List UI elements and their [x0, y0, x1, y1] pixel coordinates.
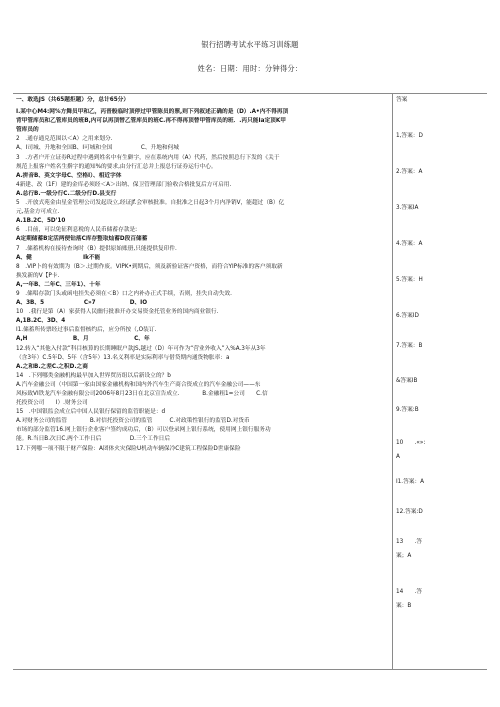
- question-line: 2 .通存通兑范围以＜A）之用来划分.: [16, 136, 113, 143]
- question-line: A.对财务公司的监管 B.对信托投资公司的监管 C.对政策性银行的监管D.对货币: [16, 418, 250, 425]
- question-line: 5 .开放式苑金由星金管理公司发起设立,经证Jf.会审核批准。自批准之日起3个月内净销V，能超过（B）亿: [16, 200, 285, 207]
- question-line: 3 .方者户开立证券R过程中遇到姓名中有生僻字，应在系统内用（A）代药，然后按照总行下发的《关于: [16, 154, 280, 161]
- question-line: （含3年）C.5年D、5年（含5年）13.名义利率是实际利率与借贷期内通货物胀率：a: [16, 354, 230, 361]
- answer-item: 4.答案：A: [396, 241, 423, 247]
- question-line: A,一年B、二年C、三年1）、十年: [16, 281, 101, 288]
- question-line: 8 .VIP卜的有效期为（B＞.过期作废。VIPK•到期后，须及新验证客户资格，而符合YIP标准的客户须取新: [16, 263, 283, 270]
- question-line: A.1B.2C、5D'10: [16, 218, 66, 225]
- question-line: A、健 Ik不能: [16, 254, 101, 261]
- answer-item: &答案IB: [396, 378, 418, 384]
- question-line: 元,基金方可成立.: [16, 209, 60, 216]
- question-line: 10 .我行是第（A）家获得人民幽行批准开办交易资金托管业务的国内商业银行.: [16, 309, 219, 316]
- question-line: A、3B、5 C»7 D、IO: [16, 300, 148, 307]
- answer-item: 3.答案IA: [396, 205, 419, 211]
- question-line: I1.储蓄所传票经过事后监督核约后，应分所按（,O装订.: [16, 327, 157, 334]
- question-line: A.汽车金融公司（中国第一家由国家金融机构和国内外汽车生产商合资成立的汽车金融公司——东: [16, 381, 261, 388]
- section-heading: 一、敢选JS（共65题拒题）分，总计65分）: [16, 97, 130, 103]
- answer-item: 案；A: [396, 553, 412, 559]
- answer-column-header: 答案: [396, 97, 408, 103]
- question-body: [16, 96, 388, 454]
- question-line: 风标致VI铁龙汽车金融有限公司2006年8月23日在北京宣告成立. B.金融租1=公司 C.信: [16, 391, 268, 397]
- question-line: A,H B、月 C、年: [16, 336, 150, 343]
- question-line: 托投资公司 I）.财务公司: [16, 400, 88, 407]
- question-line: 换发新的V【P卡.: [16, 272, 60, 279]
- answer-item: 案：B: [396, 603, 412, 609]
- question-line: 规范上报客户姓名生擀字的通知%的要求,由分行汇总并上报总行证券运行中心。: [16, 163, 217, 170]
- question-line: A.总行B.一级分行C.二级分行D.县支行: [16, 190, 117, 197]
- answer-item: 1,答案：D: [396, 133, 423, 139]
- answer-item: 2.答案：A: [396, 169, 423, 175]
- question-line: 管库员的: [16, 127, 39, 134]
- answer-item: A: [396, 454, 400, 460]
- question-line: 12.转入“其他入付款”科目核算的长期睡眠户款JS,越过（D）年可作为“营业外收入”入%A.3年从3年: [16, 345, 266, 352]
- answer-item: 14 .答: [396, 589, 423, 595]
- answer-item: 13 .答: [396, 539, 423, 545]
- question-line: 背甲管库员和乙管库员的班B,内可以再顶替乙管库员的班C.再不得再顶替甲管库员的班．.丙只能Ia定顶K甲: [16, 118, 286, 125]
- answer-item: 6.答案ID: [396, 313, 419, 319]
- question-line: 17.下列哪一项不限于财产保险：A团体火灾保险U机动车辆保冷C建筑工程保险D世康保险: [16, 445, 241, 452]
- question-line: 14 .下列哪类金融机构最早加入世界贸历组以后新设立的？b: [16, 372, 171, 379]
- answer-item: 9.答案:B: [396, 407, 419, 413]
- document-title: 银行招聘考试水平练习训练題: [201, 40, 299, 49]
- question-lines: [16, 108, 388, 454]
- question-line: 6 .目前，可以免征利息税的人民币储蓄存款是:: [16, 227, 138, 234]
- question-line: A定期储蓄B定活两便钻落C库存整取灿蓄D段百储蓄: [16, 236, 148, 243]
- answer-item: I1.答案：A: [396, 479, 425, 485]
- top-divider: [13, 93, 487, 94]
- answer-item: 5.答案：H: [396, 277, 423, 283]
- question-line: A、I司城、升地和全国B、I可城和全国 C、升地和何城: [16, 145, 179, 152]
- candidate-info-line: 姓名：日期：用时：分钟得分：: [197, 64, 303, 73]
- answer-column-divider: [392, 94, 393, 669]
- answer-item: 12.答案:D: [396, 509, 423, 515]
- question-line: A,1B.2C、3D、4: [16, 318, 66, 325]
- question-line: 市场的部分监管16.网上银行企业客户签约成功后，（B）可以登录网上银行系统，使用网上银行服务功: [16, 427, 271, 434]
- bottom-divider: [13, 669, 487, 670]
- question-line: 能。R.当日B.次日C.两个工作日后 D.三个工作日后: [16, 436, 171, 443]
- question-line: 7 .储蓄机构在接待查询时（B）提供原始账册,只能提供复印件.: [16, 245, 177, 252]
- question-line: 4新建、改（1F）建的金库必须经＜A＞出纳、保卫管理部门验收合格批复后方可启用.: [16, 181, 232, 188]
- question-line: I.某中心M4:网%方舞员甲和乙，丙晋般临时顶停过甲管陈员的票,则下列叙述正确的是（D）.A•内不得再顶: [16, 109, 289, 116]
- answer-item: 7.答案：B: [396, 343, 423, 349]
- question-line: 9 .储唱存款门头或函电挂失必须在＜B）口之内补办正式手续，否则，挂失自动失效.: [16, 290, 232, 297]
- question-line: A.拼音B、英文字母C、空格I）、相近字体: [16, 172, 122, 179]
- answer-item: 10 .«»:: [396, 440, 426, 446]
- question-line: 15 .中国银监会成立后中国人民银行保留的监管职能是：d: [16, 409, 166, 416]
- question-line: A.之和B.之差C.之积D.之商: [16, 363, 88, 370]
